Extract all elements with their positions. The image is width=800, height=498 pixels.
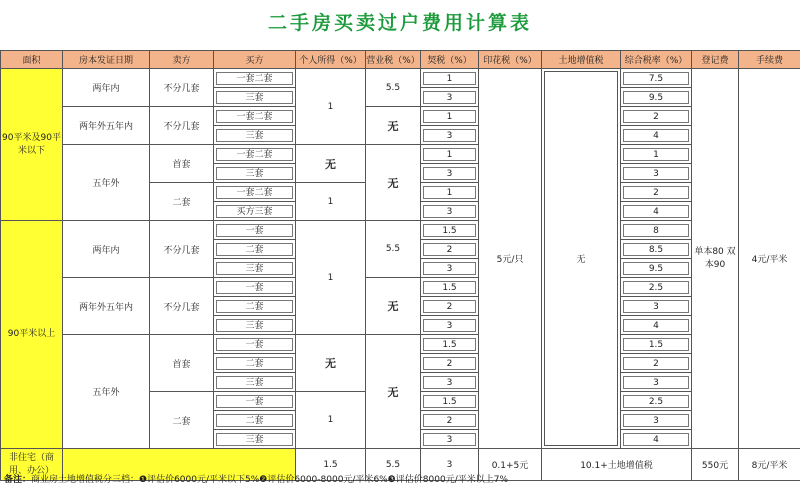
col-header-area: 面积 [1,51,63,69]
buyer-cell: 一套二套 [216,72,293,85]
buyer-cell: 三套 [216,376,293,389]
total-rate-cell: 2 [623,186,689,199]
deed-tax-cell: 3 [423,129,476,142]
handling-fee-cell: 4元/平米 [739,69,800,449]
col-header-stamp-tax: 印花税（%） [479,51,542,69]
commercial-handling-fee: 8元/平米 [739,449,800,481]
total-rate-cell: 3 [623,414,689,427]
total-rate-cell: 3 [623,376,689,389]
buyer-cell: 二套 [216,300,293,313]
buyer-cell: 买方三套 [216,205,293,218]
buyer-cell: 三套 [216,433,293,446]
total-rate-cell: 9.5 [623,262,689,275]
seller-cell: 不分几套 [150,69,214,107]
deed-tax-cell: 3 [423,376,476,389]
col-header-deed-tax: 契税（%） [421,51,479,69]
buyer-cell: 二套 [216,357,293,370]
total-rate-cell: 4 [623,205,689,218]
seller-cell: 首套 [150,335,214,392]
col-header-land-tax: 土地增值税 [542,51,621,69]
total-rate-cell: 4 [623,129,689,142]
col-header-registration: 登记费 [692,51,739,69]
seller-cell: 不分几套 [150,107,214,145]
commercial-registration-fee: 550元 [692,449,739,481]
date-cell: 两年内 [63,69,150,107]
income-tax-cell: 1 [296,221,366,335]
deed-tax-cell: 3 [423,167,476,180]
col-header-handling: 手续费 [739,51,800,69]
total-rate-cell: 1 [623,148,689,161]
business-tax-cell: 无 [366,145,421,221]
seller-cell: 不分几套 [150,221,214,278]
deed-tax-cell: 1.5 [423,224,476,237]
deed-tax-cell: 1 [423,148,476,161]
income-tax-cell: 1 [296,392,366,449]
buyer-cell: 二套 [216,243,293,256]
deed-tax-cell: 2 [423,414,476,427]
total-rate-cell: 4 [623,433,689,446]
footnote [4,472,508,485]
date-cell: 两年外五年内 [63,278,150,335]
income-tax-cell: 无 [296,145,366,183]
total-rate-cell: 1.5 [623,338,689,351]
date-cell: 两年内 [63,221,150,278]
land-tax-cell: 无 [544,71,618,446]
date-cell: 两年外五年内 [63,107,150,145]
area-large: 90平米以上 [1,221,63,449]
business-tax-cell: 无 [366,335,421,449]
income-tax-cell: 1 [296,69,366,145]
seller-cell: 二套 [150,392,214,449]
business-tax-cell: 5.5 [366,69,421,107]
header-row [1,51,800,69]
buyer-cell: 一套二套 [216,186,293,199]
total-rate-cell: 2 [623,357,689,370]
col-header-income-tax: 个人所得（%） [296,51,366,69]
registration-fee-cell: 单本80 双本90 [692,69,739,449]
buyer-cell: 三套 [216,319,293,332]
total-rate-cell: 2.5 [623,281,689,294]
commercial-deed-tax: 3 [421,449,479,481]
deed-tax-cell: 2 [423,243,476,256]
col-header-seller: 卖方 [150,51,214,69]
buyer-cell: 一套 [216,338,293,351]
business-tax-cell: 无 [366,278,421,335]
total-rate-cell: 4 [623,319,689,332]
deed-tax-cell: 2 [423,300,476,313]
footnote-label: 备注： [4,475,32,485]
col-header-buyer: 买方 [214,51,296,69]
total-rate-cell: 9.5 [623,91,689,104]
buyer-cell: 一套 [216,281,293,294]
buyer-cell: 二套 [216,414,293,427]
commercial-business-tax: 5.5 [366,449,421,481]
seller-cell: 首套 [150,145,214,183]
buyer-cell: 三套 [216,167,293,180]
stamp-tax-cell: 5元/只 [479,69,542,449]
footnote-text: 商业房土地增值税分三档：❶评估价6000元/平米以下5%❷评估价6000-8000元/平米6%❸评估价8000元/平米以上7% [31,475,509,485]
buyer-cell: 一套 [216,224,293,237]
total-rate-cell: 3 [623,300,689,313]
page-title: 二手房买卖过户费用计算表 [267,12,532,34]
deed-tax-cell: 3 [423,262,476,275]
area-commercial: 非住宅（商用、办公） [1,449,63,481]
fee-table [0,50,800,481]
col-header-total-rate: 综合税率（%） [621,51,692,69]
business-tax-cell: 5.5 [366,221,421,278]
buyer-cell: 一套 [216,395,293,408]
deed-tax-cell: 3 [423,433,476,446]
total-rate-cell: 8.5 [623,243,689,256]
deed-tax-cell: 1 [423,72,476,85]
income-tax-cell: 1 [296,183,366,221]
buyer-cell: 三套 [216,262,293,275]
area-small: 90平米及90平米以下 [1,69,63,221]
deed-tax-cell: 2 [423,357,476,370]
seller-cell: 不分几套 [150,278,214,335]
business-tax-cell: 无 [366,107,421,145]
buyer-cell: 一套二套 [216,110,293,123]
deed-tax-cell: 1.5 [423,338,476,351]
deed-tax-cell: 1.5 [423,395,476,408]
deed-tax-cell: 3 [423,319,476,332]
total-rate-cell: 2 [623,110,689,123]
deed-tax-cell: 1.5 [423,281,476,294]
commercial-stamp-tax: 0.1+5元 [479,449,542,481]
deed-tax-cell: 1 [423,110,476,123]
deed-tax-cell: 1 [423,186,476,199]
commercial-total-rate: 10.1+土地增值税 [542,449,692,481]
total-rate-cell: 8 [623,224,689,237]
buyer-cell: 三套 [216,129,293,142]
col-header-date: 房本发证日期 [63,51,150,69]
deed-tax-cell: 3 [423,205,476,218]
date-cell: 五年外 [63,335,150,449]
total-rate-cell: 7.5 [623,72,689,85]
total-rate-cell: 3 [623,167,689,180]
commercial-income-tax: 1.5 [296,449,366,481]
income-tax-cell: 无 [296,335,366,392]
buyer-cell: 一套二套 [216,148,293,161]
col-header-business-tax: 营业税（%） [366,51,421,69]
buyer-cell: 三套 [216,91,293,104]
seller-cell: 二套 [150,183,214,221]
date-cell: 五年外 [63,145,150,221]
deed-tax-cell: 3 [423,91,476,104]
total-rate-cell: 2.5 [623,395,689,408]
